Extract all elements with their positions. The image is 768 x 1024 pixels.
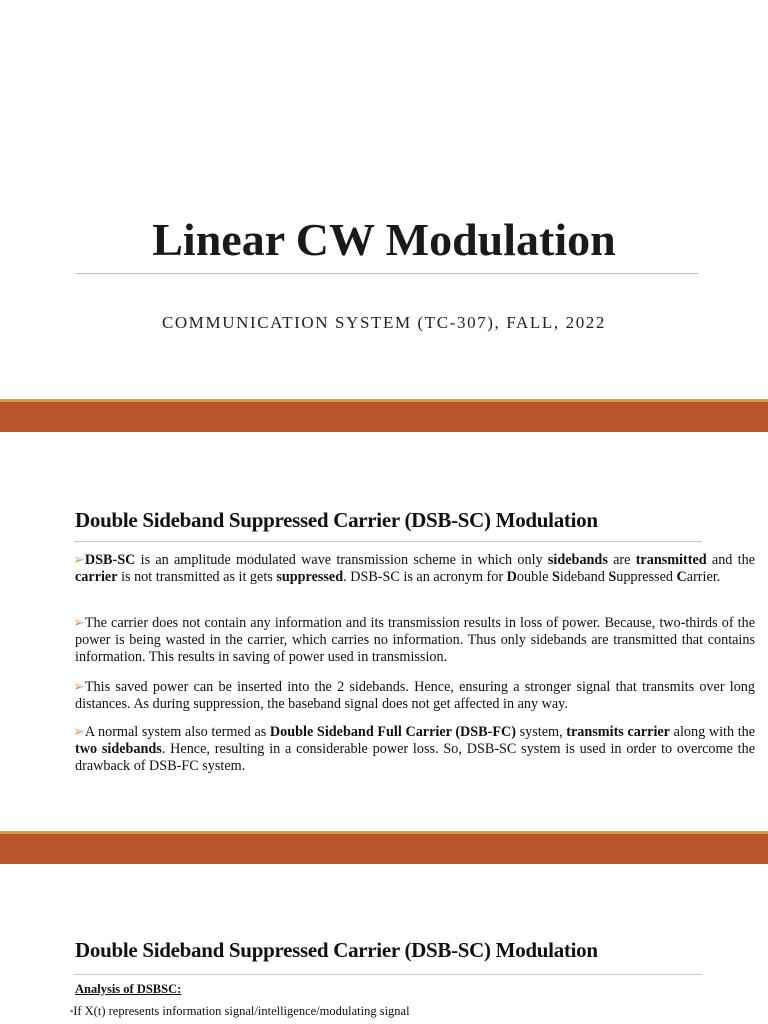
acronym-letter: S: [608, 569, 617, 585]
text-span: are: [607, 552, 636, 568]
square-bullet-icon: ▪: [70, 1006, 74, 1016]
slide-separator-band: [0, 399, 768, 432]
term-transmits-carrier: transmits carrier: [566, 724, 670, 740]
bullet-paragraph-power-loss: [75, 615, 755, 666]
slide-separator-band: [0, 831, 768, 864]
acronym-letter: S: [551, 569, 560, 585]
bullet-paragraph-dsb-fc: [75, 724, 755, 775]
term-two-sidebands: two sidebands: [75, 741, 162, 757]
bullet-text: If X(t) represents information signal/intelligence/modulating signal: [73, 1004, 410, 1018]
text-span: ouble: [516, 569, 552, 585]
term-suppressed: suppressed: [276, 569, 344, 585]
term-dsb-fc: Double Sideband Full Carrier (DSB-FC): [269, 724, 517, 740]
section-heading: Double Sideband Suppressed Carrier (DSB-SC) Modulation: [75, 508, 598, 532]
analysis-label: Analysis of DSBSC:: [75, 982, 182, 996]
paragraph-text: This saved power can be inserted into the 2 sidebands. Hence, ensuring a stronger signal that transmits over long distances. As during suppression, the baseband signal does not get affected in any way.: [75, 679, 755, 712]
slide-separator-accent: [0, 399, 768, 402]
term-carrier: carrier: [75, 569, 118, 585]
section-heading: Double Sideband Suppressed Carrier (DSB-SC) Modulation: [75, 938, 598, 962]
title-divider: [76, 273, 698, 274]
term-transmitted: transmitted: [635, 552, 707, 568]
paragraph-text: The carrier does not contain any information and its transmission results in loss of power. Because, two-thirds of the power is being wasted in the carrier, which carries no information. Thus only sidebands are transmitted that contains information. This results in saving of power used in transmission.: [75, 615, 755, 665]
term-sidebands: sidebands: [547, 552, 608, 568]
text-span: system,: [516, 724, 567, 740]
slide-title: Linear CW Modulation: [152, 214, 616, 265]
text-span: and the: [706, 552, 755, 568]
text-span: ideband: [559, 569, 609, 585]
acronym-letter: D: [506, 569, 517, 585]
term-dsb-sc: DSB-SC: [84, 552, 136, 568]
text-span: A normal system also termed as: [84, 724, 270, 740]
heading-divider: [74, 974, 702, 975]
arrow-bullet-icon: ➢: [73, 552, 85, 568]
text-span: uppressed: [616, 569, 677, 585]
heading-divider: [74, 541, 702, 542]
text-span: arrier.: [686, 569, 721, 585]
text-span: . Hence, resulting in a considerable power loss. So, DSB-SC system is used in order to overcome the drawback of DSB-FC system.: [75, 741, 755, 774]
text-span: along with the: [670, 724, 756, 740]
arrow-bullet-icon: ➢: [73, 724, 85, 740]
slide-separator-accent: [0, 831, 768, 834]
acronym-letter: C: [676, 569, 687, 585]
arrow-bullet-icon: ➢: [73, 615, 85, 631]
bullet-paragraph-dsbsc-definition: [75, 552, 755, 586]
slide-subtitle: COMMUNICATION SYSTEM (TC-307), FALL, 2022: [161, 313, 606, 332]
text-span: is an amplitude modulated wave transmission scheme in which only: [135, 552, 548, 568]
text-span: . DSB-SC is an acronym for: [343, 569, 507, 585]
text-span: is not transmitted as it gets: [117, 569, 277, 585]
bullet-item: [70, 1004, 410, 1019]
bullet-paragraph-saved-power: [75, 679, 755, 713]
arrow-bullet-icon: ➢: [73, 679, 85, 695]
